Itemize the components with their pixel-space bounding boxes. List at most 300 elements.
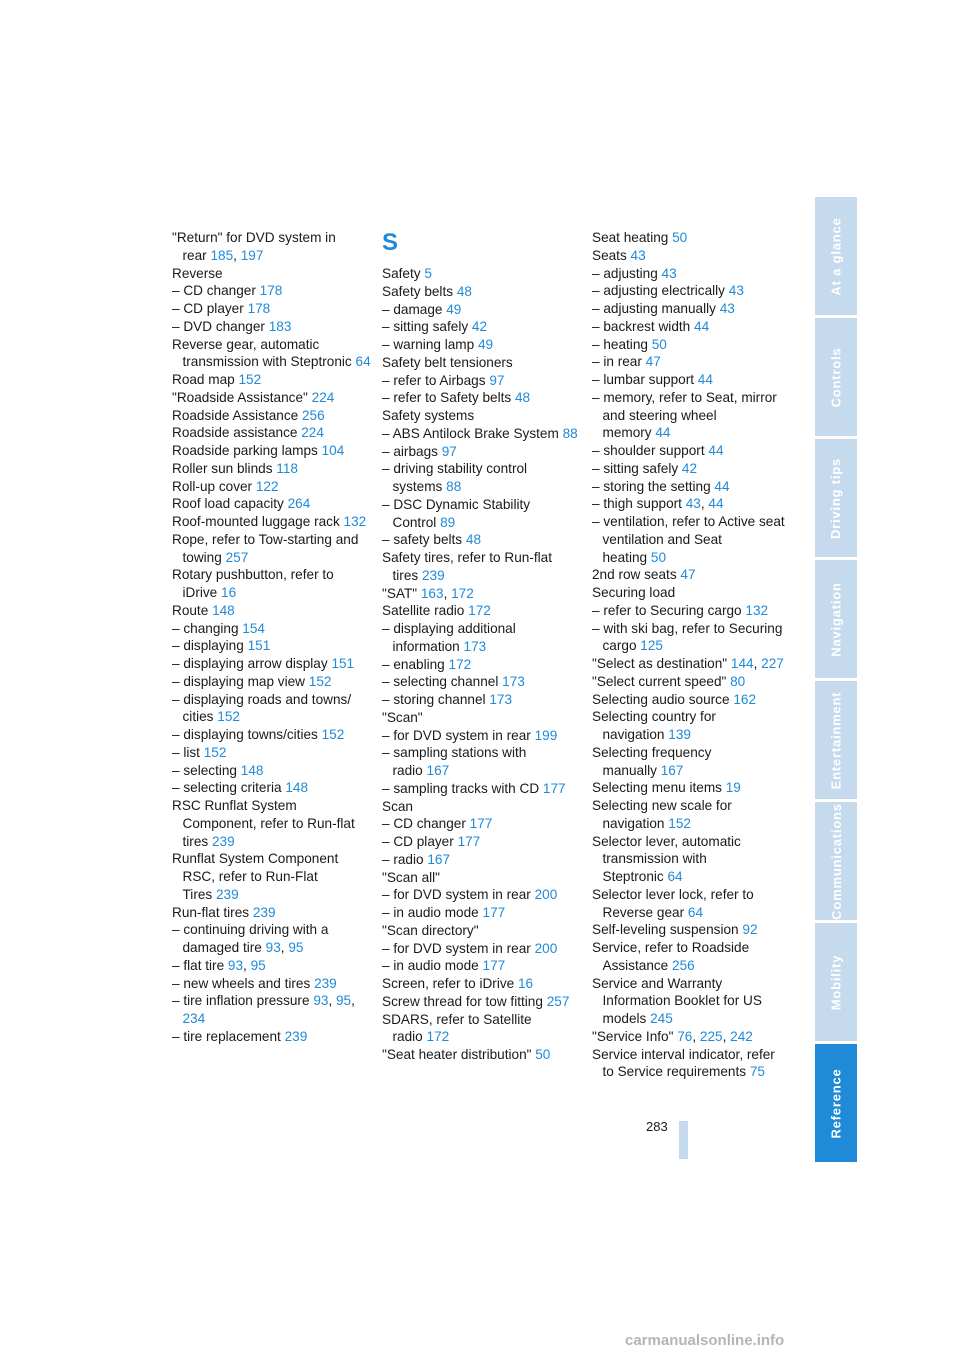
page-link[interactable]: 93 (313, 993, 329, 1009)
page-link[interactable]: 48 (465, 532, 482, 548)
index-entry-text: RSC Runflat System Component, refer to Run-flat tires (172, 798, 355, 849)
page-link[interactable]: 172 (448, 656, 472, 672)
index-entry (382, 673, 582, 691)
page-link[interactable]: 88 (446, 479, 462, 494)
index-entry-text: Roadside assistance (172, 425, 298, 441)
index-entry-text: "Scan" (382, 709, 423, 725)
index-entry-text: Roadside Assistance (172, 407, 299, 423)
index-entry (382, 496, 582, 532)
page-link[interactable]: 167 (427, 851, 451, 867)
page-link[interactable]: 75 (749, 1064, 765, 1080)
index-entry (172, 336, 372, 372)
index-entry (172, 424, 372, 442)
index-entry (172, 602, 372, 620)
page-link[interactable]: 200 (534, 940, 558, 956)
index-entry (382, 940, 582, 958)
index-entry (592, 1046, 788, 1082)
page-link[interactable]: 245 (650, 1011, 673, 1026)
page-link[interactable]: 173 (463, 638, 487, 654)
page-link[interactable]: 257 (546, 993, 570, 1009)
side-tab-reference[interactable] (815, 1044, 857, 1162)
page-link[interactable]: 104 (321, 443, 345, 458)
index-entry: – tire inflation pressure 93, 95, 234 (172, 993, 355, 1026)
page-link[interactable]: 43 (630, 247, 646, 263)
index-entry-text: Selector lever, automatic transmission with Steptronic (592, 833, 741, 884)
page-link[interactable]: 118 (276, 460, 298, 476)
index-entry: "Select as destination" 144, 227 (592, 656, 784, 671)
index-entry (172, 371, 372, 389)
index-entry: "SAT" 163, 172 (382, 585, 474, 601)
index-entry-text: Safety tires, refer to Run-flat tires (382, 550, 552, 583)
side-tab-communications[interactable] (815, 802, 857, 920)
index-entry-text: "Scan all" (382, 869, 441, 885)
page-link[interactable]: 122 (255, 478, 279, 494)
index-entry-text: – storing the setting (592, 478, 711, 494)
page-link[interactable]: 199 (534, 727, 558, 743)
side-tab-label: Mobility (828, 954, 844, 1010)
page-link[interactable]: 48 (456, 283, 472, 299)
side-tab-label: Reference (828, 1067, 844, 1139)
index-entry-text: – CD changer (382, 816, 466, 832)
page-link[interactable]: 239 (211, 833, 235, 849)
side-tab-driving-tips[interactable] (815, 439, 857, 557)
page-link[interactable]: 148 (285, 780, 309, 796)
index-entry-text: Safety belt tensioners (382, 354, 513, 370)
page-link[interactable]: 148 (240, 762, 264, 778)
index-entry-text: – CD player (382, 834, 454, 849)
page-link[interactable]: 177 (482, 958, 506, 974)
page-link[interactable]: 44 (697, 372, 713, 387)
page-link[interactable]: 44 (694, 318, 710, 334)
index-entry (172, 513, 372, 531)
index-entry: "Return" for DVD system in rear 185, 197 (172, 230, 336, 263)
index-entry-text: – refer to Securing cargo (592, 602, 742, 618)
index-entry-text: – heating (592, 336, 648, 352)
index-entry (592, 833, 788, 886)
index-entry-text: – ventilation, refer to Active seat ventilation and Seat heating (592, 514, 785, 565)
index-entry (592, 300, 788, 318)
page-link[interactable]: 151 (247, 638, 271, 654)
page-link[interactable]: 92 (742, 922, 758, 938)
index-entry-text: – displaying arrow display (172, 656, 328, 671)
index-entry-text: "Seat heater distribution" (382, 1047, 532, 1062)
index-entry-text: – sitting safely (382, 319, 469, 335)
index-entry-text: – selecting (172, 762, 237, 778)
index-entry-text: – sampling tracks with CD (382, 780, 540, 796)
page-link[interactable]: 95 (336, 993, 352, 1009)
index-entry-text: – warning lamp (382, 337, 475, 352)
page-link[interactable]: 152 (321, 727, 345, 742)
page-link[interactable]: 177 (542, 780, 566, 796)
index-entry-text: Roller sun blinds (172, 460, 273, 476)
page-link[interactable]: 76 (677, 1028, 693, 1044)
index-entry-text: "SAT" (382, 585, 418, 601)
page-link[interactable]: 242 (730, 1028, 753, 1044)
page-link[interactable]: 50 (535, 1047, 551, 1062)
index-entry (172, 797, 372, 850)
section-letter: S (382, 229, 399, 256)
index-entry: – continuing driving with a damaged tire 93, 95 (172, 922, 329, 955)
page-link[interactable]: 227 (761, 656, 784, 671)
page-link[interactable]: 239 (421, 567, 445, 583)
page-link[interactable]: 177 (482, 905, 506, 920)
page-link[interactable]: 132 (343, 514, 367, 529)
page-link[interactable]: 183 (268, 318, 292, 334)
page-link[interactable]: 152 (217, 709, 240, 725)
page-link[interactable]: 177 (457, 834, 481, 849)
page-link[interactable]: 239 (314, 975, 337, 991)
index-entry (382, 549, 582, 585)
index-entry-text: – enabling (382, 656, 445, 672)
page-link[interactable]: 256 (672, 957, 695, 973)
index-entry (592, 673, 788, 691)
page-link[interactable]: 50 (651, 336, 667, 352)
page-link[interactable]: 44 (714, 478, 730, 494)
page-link[interactable]: 16 (221, 585, 237, 600)
page-link[interactable]: 139 (668, 727, 691, 742)
page-link[interactable]: 132 (745, 602, 769, 618)
page-link[interactable]: 48 (515, 390, 531, 406)
index-entry (592, 247, 788, 265)
page-link[interactable]: 225 (699, 1028, 723, 1044)
index-entry: – thigh support 43, 44 (592, 496, 724, 512)
page-link[interactable]: 264 (287, 496, 311, 512)
side-tab-label: Entertainment (828, 691, 844, 789)
index-entry (172, 850, 372, 903)
index-entry (172, 673, 372, 691)
index-entry (382, 620, 582, 656)
page-link[interactable]: 151 (331, 656, 355, 671)
page-link[interactable]: 5 (424, 266, 432, 281)
page-link[interactable]: 178 (259, 283, 283, 299)
page-link[interactable]: 234 (182, 1011, 206, 1026)
page-link[interactable]: 178 (247, 301, 271, 316)
index-entry-text: – in audio mode (382, 905, 479, 920)
index-entry (382, 975, 582, 993)
index-entry-text: – displaying map view (172, 673, 305, 689)
index-entry (592, 744, 788, 780)
page-link[interactable]: 200 (534, 887, 558, 903)
index-entry-text: – adjusting (592, 265, 658, 281)
index-entry (592, 584, 788, 602)
index-entry (592, 371, 788, 389)
page-link[interactable]: 224 (311, 389, 335, 405)
page-link[interactable]: 43 (719, 301, 735, 316)
page-number-bar (679, 1121, 688, 1159)
index-entry (592, 886, 788, 922)
page-link[interactable]: 43 (685, 496, 701, 512)
side-tab-at-a-glance[interactable] (815, 197, 857, 315)
page-link[interactable]: 173 (502, 674, 525, 690)
page-link[interactable]: 42 (471, 319, 488, 335)
index-entry-text: – storing channel (382, 692, 486, 707)
index-entry (592, 442, 788, 460)
index-entry-text: – refer to Safety belts (382, 390, 512, 406)
page-link[interactable]: 173 (489, 692, 513, 707)
page-link[interactable]: 97 (441, 443, 457, 459)
page-link[interactable]: 144 (730, 656, 754, 671)
index-entry-text: Scan (382, 798, 413, 814)
index-entry-text: Service, refer to Roadside Assistance (592, 940, 750, 973)
index-entry (382, 744, 582, 780)
index-entry (382, 833, 582, 851)
index-entry (172, 389, 372, 407)
index-entry-text: Self-leveling suspension (592, 922, 739, 938)
page-link[interactable]: 167 (426, 763, 450, 778)
index-entry-text: – DSC Dynamic Stability Control (382, 496, 531, 530)
page-link[interactable]: 49 (477, 337, 494, 352)
page-link[interactable]: 152 (308, 673, 332, 689)
index-entry (382, 460, 582, 496)
index-entry-text: – tire replacement (172, 1028, 281, 1044)
page-link[interactable]: 239 (215, 886, 239, 902)
page-link[interactable]: 88 (562, 425, 578, 441)
index-entry-text: – for DVD system in rear (382, 940, 531, 956)
page-link[interactable]: 43 (661, 265, 677, 281)
page-link[interactable]: 152 (668, 815, 691, 831)
index-entry (382, 815, 582, 833)
page-link[interactable]: 239 (284, 1028, 308, 1044)
index-entry-text: Road map (172, 372, 235, 387)
index-entry-text: Safety (382, 266, 421, 281)
page-link[interactable]: 125 (640, 638, 663, 654)
page-link[interactable]: 154 (242, 620, 265, 636)
index-entry (592, 265, 788, 283)
index-entry (172, 655, 372, 673)
index-entry-text: "Roadside Assistance" (172, 389, 308, 405)
index-entry (172, 1028, 372, 1046)
index-entry (382, 265, 582, 283)
index-entry (382, 993, 582, 1011)
index-entry-text: – flat tire (172, 957, 225, 973)
index-entry-text: Selector lever lock, refer to Reverse gear (592, 886, 754, 920)
side-tab-mobility[interactable] (815, 923, 857, 1041)
index-entry (382, 727, 582, 745)
side-tab-label: Navigation (828, 581, 844, 657)
page-link[interactable]: 49 (446, 301, 462, 317)
index-entry-text: – displaying roads and towns/ cities (172, 691, 352, 725)
page-link[interactable]: 162 (733, 691, 757, 707)
index-entry (172, 726, 372, 744)
index-entry (172, 779, 372, 797)
index-entry-text: Safety systems (382, 408, 475, 423)
index-entry (382, 798, 582, 816)
index-entry (172, 531, 372, 567)
index-entry (172, 904, 372, 922)
index-entry-text: Runflat System Component RSC, refer to Run-Flat Tires (172, 851, 339, 902)
index-entry-text: Run-flat tires (172, 904, 250, 920)
side-tab-navigation[interactable] (815, 560, 857, 678)
index-entry (382, 1011, 582, 1047)
index-entry-text: – displaying (172, 638, 244, 654)
page-link[interactable]: 167 (660, 762, 684, 778)
index-entry (382, 301, 582, 319)
index-entry (592, 460, 788, 478)
index-entry-text: Selecting menu items (592, 780, 722, 796)
index-entry (382, 886, 582, 904)
index-entry (592, 779, 788, 797)
index-entry (172, 620, 372, 638)
index-entry-text: SDARS, refer to Satellite radio (382, 1011, 532, 1045)
footer-watermark: carmanualsonline.info (625, 1332, 785, 1349)
index-entry-text: Reverse (172, 265, 223, 281)
index-entry-text: Rotary pushbutton, refer to iDrive (172, 567, 334, 600)
index-entry (592, 620, 788, 656)
page-link[interactable]: 64 (667, 869, 683, 884)
index-entry (382, 354, 582, 372)
page-link[interactable]: 64 (355, 354, 371, 370)
page-link[interactable]: 80 (730, 673, 746, 689)
index-entry-text: – with ski bag, refer to Securing cargo (592, 620, 783, 654)
index-entry-text: – list (172, 744, 200, 760)
index-entry-text: Roll-up cover (172, 478, 253, 494)
page-link[interactable]: 95 (250, 957, 266, 973)
side-tab-nav (815, 197, 857, 1165)
page-link[interactable]: 95 (288, 940, 304, 955)
page-link[interactable]: 257 (225, 549, 249, 565)
index-column-2 (382, 229, 582, 1064)
index-entry-text: "Service Info" (592, 1028, 674, 1044)
side-tab-label: Communications (828, 802, 844, 920)
index-entry (382, 389, 582, 407)
side-tab-label: At a glance (828, 216, 844, 296)
index-entry (382, 283, 582, 301)
index-entry (382, 407, 582, 425)
index-entry-text: Seat heating (592, 230, 669, 245)
page-link[interactable]: 177 (469, 816, 493, 832)
index-entry-text: "Scan directory" (382, 922, 479, 938)
index-entry (382, 425, 582, 443)
page-link[interactable]: 163 (420, 585, 444, 601)
index-entry (592, 566, 788, 584)
index-entry (592, 602, 788, 620)
index-entry-text: – continuing driving with a damaged tire (172, 922, 329, 955)
index-entry (382, 691, 582, 709)
page-link[interactable]: 44 (708, 443, 724, 458)
index-entry (172, 407, 372, 425)
page-link[interactable]: 239 (252, 904, 276, 920)
index-entry-text: – adjusting manually (592, 301, 716, 316)
page-link[interactable]: 50 (672, 230, 688, 245)
index-entry (382, 602, 582, 620)
index-entry (592, 353, 788, 371)
index-entry-text: – selecting criteria (172, 780, 282, 796)
page-link[interactable]: 97 (489, 372, 505, 388)
index-entry (592, 939, 788, 975)
index-entry-text: Roof-mounted luggage rack (172, 514, 340, 529)
index-entry (382, 780, 582, 798)
index-entry-text: Service and Warranty Information Booklet for US models (592, 975, 762, 1026)
index-entry (172, 495, 372, 513)
page-link[interactable]: 152 (238, 372, 262, 387)
index-entry-text: – CD changer (172, 283, 256, 299)
index-entry-text: Screen, refer to iDrive (382, 976, 515, 991)
index-entry-text: Service interval indicator, refer to Service requirements (592, 1046, 775, 1080)
index-entry-text: – selecting channel (382, 674, 499, 690)
page-link[interactable]: 89 (440, 514, 456, 530)
index-entry-text: Selecting country for navigation (592, 709, 716, 742)
side-tab-entertainment[interactable] (815, 681, 857, 799)
index-entry (592, 389, 788, 442)
side-tab-label: Driving tips (828, 457, 844, 539)
index-entry-text: – refer to Airbags (382, 372, 486, 388)
index-entry (592, 336, 788, 354)
index-entry (172, 691, 372, 727)
index-entry-text: – safety belts (382, 532, 463, 548)
index-entry (172, 318, 372, 336)
index-entry-text: – thigh support (592, 496, 682, 512)
page-link[interactable]: 152 (203, 744, 227, 760)
index-entry (592, 975, 788, 1028)
page-link[interactable]: 42 (681, 460, 698, 476)
page-link[interactable]: 50 (650, 549, 667, 565)
index-entry-text: – airbags (382, 443, 438, 459)
index-entry-text: – adjusting electrically (592, 283, 725, 299)
index-entry-text: Roof load capacity (172, 496, 284, 512)
index-entry (592, 229, 788, 247)
page-link[interactable]: 93 (227, 957, 244, 973)
page-link[interactable]: 197 (240, 247, 264, 263)
index-entry-text: – lumbar support (592, 372, 695, 387)
index-entry (382, 709, 582, 727)
index-entry (382, 656, 582, 674)
index-entry-text: Reverse gear, automatic transmission with Steptronic (172, 336, 352, 370)
index-entry (382, 904, 582, 922)
page-link[interactable]: 44 (708, 496, 724, 512)
index-entry (172, 762, 372, 780)
side-tab-label: Controls (828, 347, 844, 407)
index-entry (592, 513, 788, 566)
index-entry (382, 957, 582, 975)
index-entry (382, 318, 582, 336)
page-link[interactable]: 172 (451, 585, 474, 601)
index-entry (172, 300, 372, 318)
page-link[interactable]: 19 (725, 780, 741, 796)
index-entry-text: "Return" for DVD system in rear (172, 230, 336, 263)
index-entry (382, 372, 582, 390)
page-link[interactable]: 47 (645, 354, 661, 370)
index-entry-text: Satellite radio (382, 603, 465, 619)
index-entry (382, 443, 582, 461)
index-entry-text: – memory, refer to Seat, mirror and steering wheel memory (592, 389, 777, 441)
index-entry-text: – DVD changer (172, 318, 265, 334)
page-link[interactable]: 16 (518, 976, 534, 991)
index-entry (592, 318, 788, 336)
index-entry (592, 797, 788, 833)
index-entry-text: – in audio mode (382, 958, 479, 974)
page-link[interactable]: 172 (468, 603, 491, 619)
index-entry-text: – changing (172, 620, 239, 636)
page-link[interactable]: 44 (655, 425, 671, 441)
index-entry (172, 744, 372, 762)
page-link[interactable]: 172 (426, 1029, 450, 1045)
page-link[interactable]: 43 (728, 283, 744, 299)
page-link[interactable]: 224 (301, 425, 324, 441)
page-link[interactable]: 93 (265, 940, 281, 955)
page-link[interactable]: 185 (210, 247, 234, 263)
index-entry (172, 442, 372, 460)
index-column-3 (592, 229, 788, 1081)
side-tab-controls[interactable] (815, 318, 857, 436)
index-entry-text: – sitting safely (592, 460, 679, 476)
index-entry (382, 851, 582, 869)
index-entry-text: – for DVD system in rear (382, 727, 531, 743)
page-link[interactable]: 148 (212, 602, 235, 618)
index-entry-text: "Select as destination" (592, 656, 728, 671)
page-link[interactable]: 256 (301, 407, 325, 423)
page-link[interactable]: 47 (680, 567, 696, 583)
page-link[interactable]: 64 (687, 904, 704, 920)
